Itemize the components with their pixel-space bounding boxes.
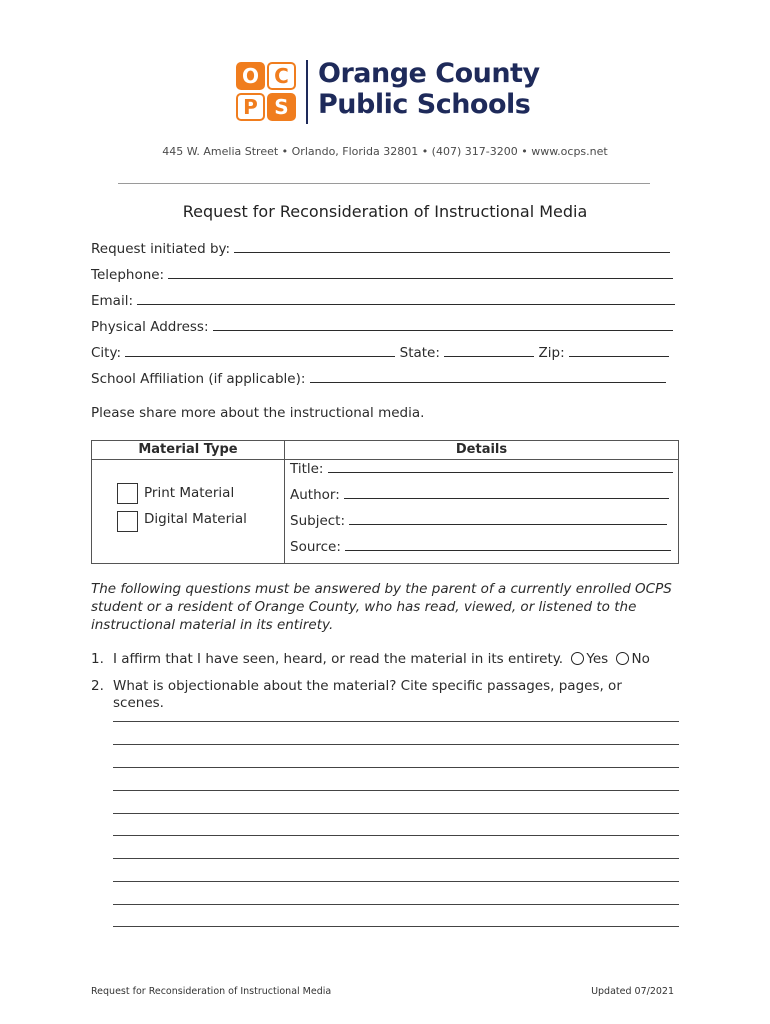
physical-address-label: Physical Address: <box>91 319 209 335</box>
logo-divider <box>306 60 308 124</box>
email-blank[interactable] <box>137 292 675 305</box>
source-detail-blank[interactable] <box>345 538 671 551</box>
state-label: State: <box>399 345 440 361</box>
school-affiliation-field[interactable] <box>91 370 666 387</box>
answer-line[interactable] <box>113 813 679 814</box>
digital-material-checkbox[interactable] <box>117 511 138 532</box>
author-detail-field[interactable] <box>290 486 669 503</box>
answer-line[interactable] <box>113 721 679 722</box>
initiated-by-field[interactable] <box>91 240 670 257</box>
material-table <box>91 440 679 564</box>
footer-updated-date: Updated 07/2021 <box>591 986 674 997</box>
no-label: No <box>631 651 650 667</box>
logo-letter-s: S <box>267 93 296 121</box>
source-detail-label: Source: <box>290 539 341 555</box>
digital-material-label: Digital Material <box>144 511 247 527</box>
logo-name-line1: Orange County <box>318 58 540 89</box>
author-detail-label: Author: <box>290 487 340 503</box>
table-column-divider <box>284 441 285 563</box>
eligibility-note: The following questions must be answered by the parent of a currently enrolled OCPS student or a resident of Orange County, who has read, viewed, or listened to the instructional material in its entirety. <box>91 581 672 633</box>
question-1-text: I affirm that I have seen, heard, or read the material in its entirety. <box>113 651 564 667</box>
logo-letter-o: O <box>236 62 265 90</box>
logo-name-line2: Public Schools <box>318 89 531 120</box>
no-radio[interactable] <box>616 652 629 665</box>
subject-detail-field[interactable] <box>290 512 667 529</box>
school-affiliation-blank[interactable] <box>310 370 666 383</box>
question-2-text-line2: scenes. <box>113 695 164 711</box>
school-affiliation-label: School Affiliation (if applicable): <box>91 371 306 387</box>
answer-line[interactable] <box>113 767 679 768</box>
answer-line[interactable] <box>113 744 679 745</box>
header-divider <box>118 183 650 184</box>
physical-address-blank[interactable] <box>213 318 673 331</box>
answer-line[interactable] <box>113 858 679 859</box>
answer-line[interactable] <box>113 881 679 882</box>
city-label: City: <box>91 345 122 361</box>
material-type-header: Material Type <box>92 441 284 460</box>
city-state-zip-row[interactable] <box>91 344 669 361</box>
title-detail-field[interactable] <box>290 460 673 477</box>
telephone-blank[interactable] <box>168 266 673 279</box>
physical-address-field[interactable] <box>91 318 673 335</box>
zip-label: Zip: <box>538 345 565 361</box>
print-material-checkbox[interactable] <box>117 483 138 504</box>
question-1-number: 1. <box>91 651 104 667</box>
subject-detail-blank[interactable] <box>349 512 667 525</box>
initiated-by-label: Request initiated by: <box>91 241 231 257</box>
initiated-by-blank[interactable] <box>234 240 670 253</box>
yes-radio[interactable] <box>571 652 584 665</box>
question-2-number: 2. <box>91 678 104 694</box>
media-prompt: Please share more about the instructional media. <box>91 405 425 421</box>
logo-letter-p: P <box>236 93 265 121</box>
email-field[interactable] <box>91 292 675 309</box>
email-label: Email: <box>91 293 134 309</box>
state-blank[interactable] <box>444 344 534 357</box>
city-blank[interactable] <box>125 344 395 357</box>
details-header: Details <box>285 441 678 460</box>
ocps-logo <box>236 58 540 128</box>
answer-line[interactable] <box>113 790 679 791</box>
zip-blank[interactable] <box>569 344 669 357</box>
answer-line[interactable] <box>113 904 679 905</box>
question-1 <box>113 651 650 667</box>
form-title: Request for Reconsideration of Instructional Media <box>182 202 588 221</box>
subject-detail-label: Subject: <box>290 513 346 529</box>
print-material-label: Print Material <box>144 485 235 501</box>
source-detail-field[interactable] <box>290 538 671 555</box>
telephone-label: Telephone: <box>91 267 165 283</box>
title-detail-label: Title: <box>290 461 324 477</box>
logo-letter-c: C <box>267 62 296 90</box>
yes-label: Yes <box>586 651 609 667</box>
answer-line[interactable] <box>113 835 679 836</box>
question-2-text-line1: What is objectionable about the material? Cite specific passages, pages, or <box>113 678 622 694</box>
title-detail-blank[interactable] <box>328 460 673 473</box>
author-detail-blank[interactable] <box>344 486 669 499</box>
footer-form-name: Request for Reconsideration of Instructional Media <box>91 986 332 997</box>
school-address: 445 W. Amelia Street • Orlando, Florida 32801 • (407) 317-3200 • www.ocps.net <box>162 145 608 158</box>
answer-line[interactable] <box>113 926 679 927</box>
telephone-field[interactable] <box>91 266 673 283</box>
